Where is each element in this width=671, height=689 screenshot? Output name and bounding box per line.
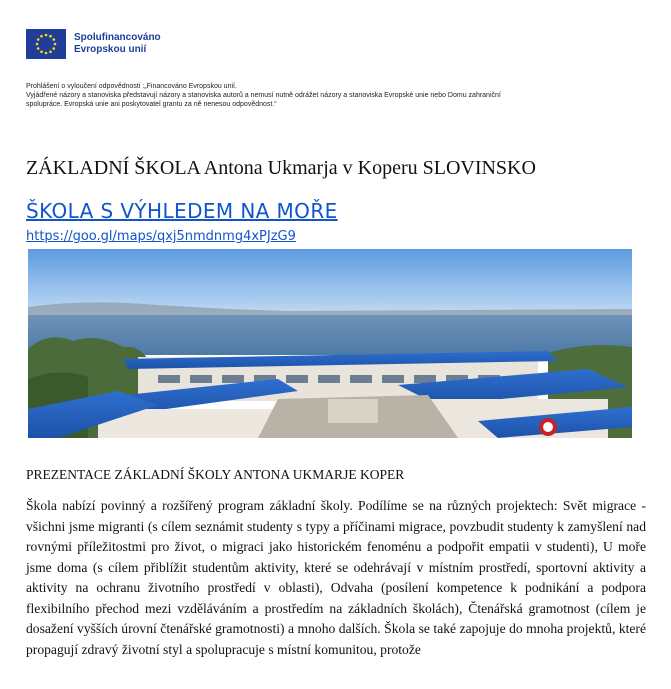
disclaimer-line3: spolupráce. Evropská unie ani poskytovatel grantu za ně nenesou odpovědnost.“ <box>26 101 277 108</box>
motto-link[interactable]: ŠKOLA S VÝHLEDEM NA MOŘE <box>26 199 338 223</box>
disclaimer-line1: Prohlášení o vyloučení odpovědnosti :„Financováno Evropskou unií. <box>26 83 237 90</box>
disclaimer <box>26 82 646 109</box>
school-name-heading: ZÁKLADNÍ ŠKOLA Antona Ukmarja v Koperu SLOVINSKO <box>26 157 536 179</box>
school-photo <box>28 249 632 438</box>
eu-logo-line2: Evropskou unií <box>74 44 147 55</box>
eu-logo-line1: Spolufinancováno <box>74 32 161 43</box>
eu-cofunding-logo <box>26 29 161 59</box>
eu-logo-text <box>74 32 161 56</box>
map-link[interactable]: https://goo.gl/maps/qxj5nmdnmg4xPJzG9 <box>26 229 296 244</box>
disclaimer-line2: Vyjádřené názory a stanoviska představují názory a stanoviska autorů a nemusí nutně odrážet názory a stanoviska Evropské unie nebo Domu zahraniční <box>26 92 501 99</box>
section-heading: PREZENTACE ZÁKLADNÍ ŠKOLY ANTONA UKMARJE KOPER <box>26 467 405 482</box>
body-paragraph: Škola nabízí povinný a rozšířený program základní školy. Podílíme se na různých projektech: Svět migrace - všichni jsme migranti (s cílem seznámit studenty s typy a příčinami migrace, povzbudit studenty k zamyšlení nad rovnými příležitostmi pro život, o migraci jako historickém fenoménu a podpořit empatii v studenti), U moře jsme doma (s cílem přiblížit studentům aktivity, které se odehrávají v místním prostředí, sportovní aktivity a aktivity na ochranu životního prostředí v oblasti), Odvaha (posílení kompetence k podnikání a podpora flexibilního přechod mezi vzděláváním a prostředím na základních školách), Čtenářská gramotnost (cílem je dosažení vyšších úrovní čtenářské gramotnosti) a mnoho dalších. Škola se také zapojuje do mnoha projektů, které propagují zdravý životní styl a spolupracuje s místní komunitou, protože <box>26 498 646 657</box>
eu-flag-icon <box>26 29 66 59</box>
